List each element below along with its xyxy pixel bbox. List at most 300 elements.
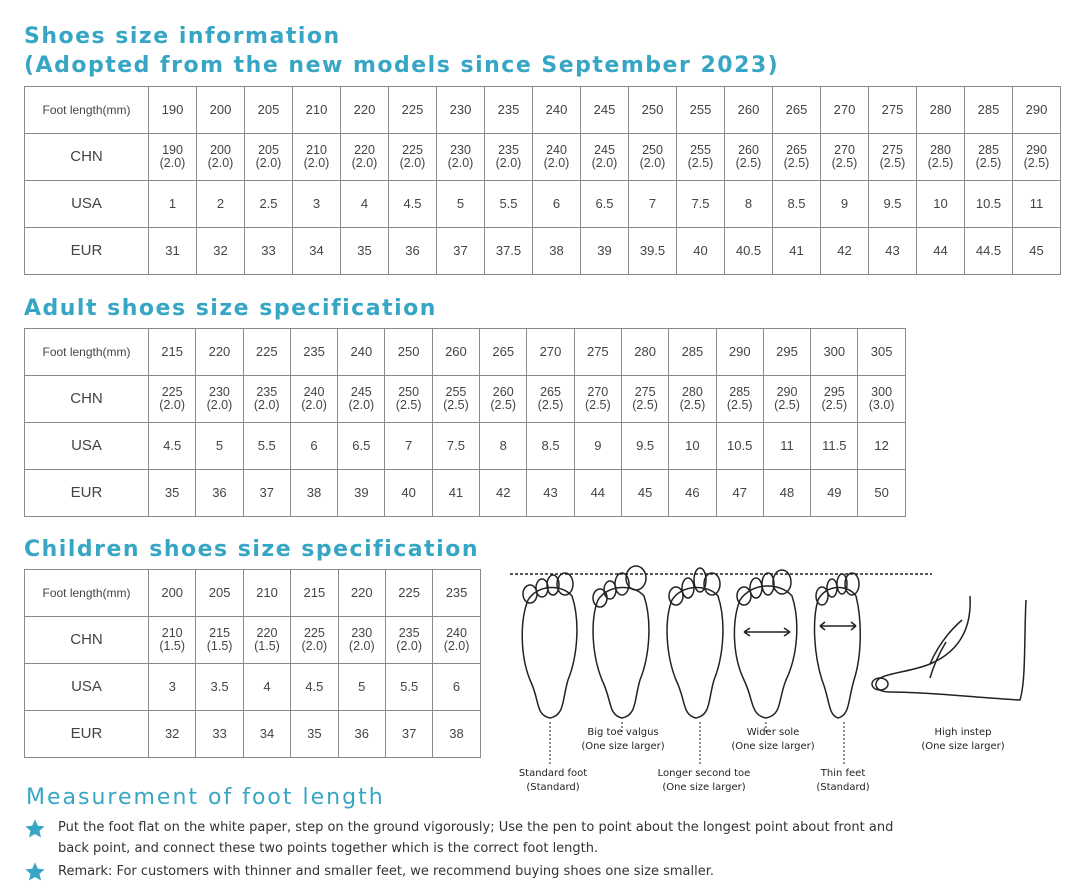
table-cell <box>338 376 385 423</box>
cell-size: 210 <box>306 143 327 157</box>
cell-allowance: (2.0) <box>639 156 666 170</box>
table-cell: 35 <box>341 228 389 275</box>
cell-size: 205 <box>258 143 279 157</box>
cell-size: 250 <box>398 385 420 399</box>
cell-size: 210 <box>161 626 183 640</box>
cell-allowance: (2.5) <box>1023 156 1050 170</box>
table-cell <box>485 134 533 181</box>
cell-size: 280 <box>930 143 951 157</box>
table-row <box>25 329 906 376</box>
table-cell: 5 <box>437 181 485 228</box>
cell-size: 290 <box>1026 143 1047 157</box>
table-cell: 50 <box>858 470 905 517</box>
caption-high-instep <box>908 726 1018 754</box>
cell-size: 230 <box>209 385 230 399</box>
cell-size: 260 <box>738 143 759 157</box>
table-cell <box>243 376 290 423</box>
table-cell: 40 <box>385 470 432 517</box>
table-cell: 200 <box>149 570 196 617</box>
table-cell <box>149 376 196 423</box>
adult-size-table <box>24 328 906 517</box>
cell-size: 200 <box>210 143 231 157</box>
cell-allowance: (2.0) <box>443 639 470 653</box>
table-cell: 38 <box>533 228 581 275</box>
measurement-title: Measurement of foot length <box>26 785 385 810</box>
table-cell: 220 <box>196 329 243 376</box>
table-cell <box>243 617 290 664</box>
table-cell <box>196 617 243 664</box>
table-cell: 41 <box>432 470 479 517</box>
cell-allowance: (2.5) <box>443 398 469 412</box>
cell-allowance: (2.5) <box>927 156 954 170</box>
table-cell: 285 <box>669 329 716 376</box>
table-cell: 240 <box>338 329 385 376</box>
cell-allowance: (1.5) <box>159 639 186 653</box>
table-cell: 2 <box>197 181 245 228</box>
table-cell <box>385 376 432 423</box>
cell-allowance: (2.0) <box>253 398 280 412</box>
table-cell: 4 <box>243 664 290 711</box>
table-cell: 280 <box>621 329 668 376</box>
cell-size: 290 <box>776 385 798 399</box>
table-cell: 240 <box>533 87 581 134</box>
cell-size: 225 <box>303 626 325 640</box>
cell-allowance: (2.5) <box>490 398 517 412</box>
table-cell: 5.5 <box>485 181 533 228</box>
table-cell <box>290 376 337 423</box>
table-row <box>25 376 906 423</box>
table-cell: 6 <box>433 664 480 711</box>
caption-standard-foot-title: Standard foot <box>518 768 588 779</box>
standard-foot-outline <box>522 573 577 718</box>
thin-feet-outline <box>815 573 861 718</box>
table-cell <box>389 134 437 181</box>
table-cell: 46 <box>669 470 716 517</box>
cell-size: 240 <box>303 385 325 399</box>
cell-allowance: (2.0) <box>159 156 186 170</box>
table-cell: 225 <box>385 570 432 617</box>
cell-allowance: (2.0) <box>255 156 282 170</box>
row-label: USA <box>25 664 149 711</box>
caption-standard-foot <box>498 767 608 795</box>
size-info-table <box>24 86 1061 275</box>
cell-allowance: (2.0) <box>447 156 474 170</box>
table-cell: 280 <box>917 87 965 134</box>
caption-wider-sole-title: Wider sole <box>746 727 800 738</box>
table-cell <box>149 134 197 181</box>
row-label: CHN <box>25 376 149 423</box>
table-cell: 42 <box>821 228 869 275</box>
table-cell: 9 <box>574 423 621 470</box>
table-cell <box>197 134 245 181</box>
table-cell: 6.5 <box>581 181 629 228</box>
size-info-title-line2: (Adopted from the new models since September 2023) <box>24 53 780 78</box>
table-cell: 235 <box>433 570 480 617</box>
table-cell: 36 <box>338 711 385 758</box>
table-cell <box>433 617 480 664</box>
cell-allowance: (2.0) <box>591 156 618 170</box>
table-cell: 205 <box>196 570 243 617</box>
table-cell: 43 <box>869 228 917 275</box>
cell-size: 235 <box>398 626 420 640</box>
table-cell: 36 <box>196 470 243 517</box>
table-cell: 7 <box>629 181 677 228</box>
table-cell <box>437 134 485 181</box>
cell-allowance: (2.5) <box>395 398 422 412</box>
table-row <box>25 617 481 664</box>
table-cell <box>480 376 527 423</box>
table-cell: 245 <box>581 87 629 134</box>
table-cell: 220 <box>341 87 389 134</box>
cell-allowance: (2.0) <box>159 398 185 412</box>
table-row <box>25 570 481 617</box>
caption-thin-feet <box>788 767 898 795</box>
table-cell: 9.5 <box>869 181 917 228</box>
table-cell: 47 <box>716 470 763 517</box>
table-cell: 10 <box>669 423 716 470</box>
caption-longer-second-toe-note: (One size larger) <box>662 782 746 793</box>
table-cell: 7.5 <box>677 181 725 228</box>
table-cell <box>149 617 196 664</box>
cell-allowance: (2.0) <box>348 398 375 412</box>
table-cell: 33 <box>245 228 293 275</box>
table-cell: 9 <box>821 181 869 228</box>
cell-allowance: (2.5) <box>584 398 611 412</box>
table-cell: 4.5 <box>149 423 196 470</box>
table-cell: 8.5 <box>527 423 574 470</box>
cell-allowance: (2.5) <box>975 156 1002 170</box>
table-cell <box>432 376 479 423</box>
cell-allowance: (2.0) <box>206 398 233 412</box>
table-cell: 6 <box>290 423 337 470</box>
table-cell: 37.5 <box>485 228 533 275</box>
cell-allowance: (2.0) <box>207 156 234 170</box>
longer-second-toe-outline <box>667 568 723 718</box>
table-cell: 3 <box>149 664 196 711</box>
cell-size: 240 <box>546 143 567 157</box>
table-row <box>25 664 481 711</box>
cell-size: 285 <box>978 143 999 157</box>
children-size-table <box>24 569 481 758</box>
table-cell: 11 <box>1013 181 1061 228</box>
cell-size: 255 <box>690 143 711 157</box>
table-cell: 41 <box>773 228 821 275</box>
table-cell: 44 <box>917 228 965 275</box>
cell-allowance: (2.5) <box>726 398 753 412</box>
caption-longer-second-toe-title: Longer second toe <box>657 768 751 779</box>
table-row <box>25 134 1061 181</box>
row-label: Foot length(mm) <box>25 329 149 376</box>
table-cell: 300 <box>811 329 858 376</box>
cell-allowance: (1.5) <box>254 639 280 653</box>
cell-allowance: (2.5) <box>783 156 810 170</box>
row-label: USA <box>25 181 149 228</box>
table-cell <box>527 376 574 423</box>
table-cell <box>574 376 621 423</box>
table-cell <box>677 134 725 181</box>
caption-big-toe-valgus <box>568 726 678 754</box>
foot-shape-diagram <box>500 560 1040 800</box>
cell-size: 240 <box>446 626 467 640</box>
table-row <box>25 181 1061 228</box>
table-cell: 3.5 <box>196 664 243 711</box>
cell-allowance: (2.0) <box>396 639 422 653</box>
table-cell <box>291 617 338 664</box>
row-label: USA <box>25 423 149 470</box>
table-cell: 275 <box>869 87 917 134</box>
table-cell: 210 <box>293 87 341 134</box>
cell-allowance: (2.0) <box>301 398 327 412</box>
table-cell: 35 <box>291 711 338 758</box>
cell-size: 270 <box>834 143 855 157</box>
table-cell: 5.5 <box>385 664 432 711</box>
table-cell: 6 <box>533 181 581 228</box>
table-cell: 5 <box>338 664 385 711</box>
measurement-remark: Remark: For customers with thinner and smaller feet, we recommend buying shoes one size smaller. <box>58 864 714 879</box>
caption-big-toe-valgus-note: (One size larger) <box>581 741 665 752</box>
cell-size: 220 <box>354 143 375 157</box>
table-cell: 34 <box>243 711 290 758</box>
table-cell <box>869 134 917 181</box>
cell-allowance: (3.0) <box>868 398 895 412</box>
table-cell: 44.5 <box>965 228 1013 275</box>
table-cell: 7 <box>385 423 432 470</box>
cell-size: 220 <box>256 626 278 640</box>
cell-allowance: (2.0) <box>399 156 426 170</box>
table-cell: 10.5 <box>965 181 1013 228</box>
cell-size: 265 <box>540 385 561 399</box>
table-cell <box>341 134 389 181</box>
adult-spec-title: Adult shoes size specification <box>24 296 437 321</box>
table-cell <box>763 376 810 423</box>
table-cell: 40.5 <box>725 228 773 275</box>
table-cell <box>293 134 341 181</box>
table-cell: 4.5 <box>389 181 437 228</box>
cell-size: 245 <box>350 385 372 399</box>
cell-size: 265 <box>786 143 807 157</box>
table-cell: 5 <box>196 423 243 470</box>
cell-size: 275 <box>634 385 656 399</box>
cell-allowance: (2.5) <box>687 156 714 170</box>
row-label: CHN <box>25 617 149 664</box>
cell-size: 225 <box>161 385 183 399</box>
table-cell: 4 <box>341 181 389 228</box>
table-cell <box>669 376 716 423</box>
table-cell: 40 <box>677 228 725 275</box>
table-cell: 200 <box>197 87 245 134</box>
table-cell: 270 <box>821 87 869 134</box>
table-cell: 235 <box>290 329 337 376</box>
cell-size: 270 <box>587 385 609 399</box>
table-cell: 37 <box>437 228 485 275</box>
table-cell <box>821 134 869 181</box>
cell-size: 245 <box>594 143 615 157</box>
table-cell: 7.5 <box>432 423 479 470</box>
table-cell: 43 <box>527 470 574 517</box>
row-label: CHN <box>25 134 149 181</box>
size-info-title-line1: Shoes size information <box>24 24 341 49</box>
table-cell <box>773 134 821 181</box>
children-spec-title: Children shoes size specification <box>24 537 479 562</box>
table-cell: 39 <box>581 228 629 275</box>
cell-allowance: (2.0) <box>351 156 378 170</box>
table-cell: 290 <box>716 329 763 376</box>
row-label: Foot length(mm) <box>25 570 149 617</box>
table-cell <box>1013 134 1061 181</box>
caption-standard-foot-note: (Standard) <box>526 782 580 793</box>
table-cell: 36 <box>389 228 437 275</box>
cell-size: 225 <box>402 143 423 157</box>
table-cell: 2.5 <box>245 181 293 228</box>
table-cell: 305 <box>858 329 905 376</box>
table-cell: 37 <box>385 711 432 758</box>
table-cell: 8 <box>725 181 773 228</box>
table-cell: 8 <box>480 423 527 470</box>
table-cell: 1 <box>149 181 197 228</box>
cell-allowance: (2.0) <box>543 156 570 170</box>
table-cell: 9.5 <box>621 423 668 470</box>
row-label: Foot length(mm) <box>25 87 149 134</box>
caption-high-instep-note: (One size larger) <box>921 741 1005 752</box>
cell-size: 275 <box>882 143 903 157</box>
table-cell: 44 <box>574 470 621 517</box>
cell-size: 190 <box>162 143 183 157</box>
star-icon <box>24 861 46 883</box>
table-cell: 33 <box>196 711 243 758</box>
table-cell: 39 <box>338 470 385 517</box>
table-row <box>25 228 1061 275</box>
cell-allowance: (2.5) <box>537 398 564 412</box>
table-cell <box>716 376 763 423</box>
table-cell: 290 <box>1013 87 1061 134</box>
size-info-title <box>24 22 779 80</box>
cell-size: 255 <box>445 385 467 399</box>
table-cell: 5.5 <box>243 423 290 470</box>
table-cell: 265 <box>773 87 821 134</box>
table-cell: 38 <box>433 711 480 758</box>
table-cell <box>858 376 905 423</box>
cell-allowance: (2.5) <box>632 398 658 412</box>
table-cell: 42 <box>480 470 527 517</box>
caption-wider-sole-note: (One size larger) <box>731 741 815 752</box>
cell-size: 230 <box>450 143 471 157</box>
cell-size: 280 <box>681 385 703 399</box>
table-cell: 275 <box>574 329 621 376</box>
cell-allowance: (2.0) <box>348 639 375 653</box>
table-row <box>25 423 906 470</box>
table-cell: 215 <box>149 329 196 376</box>
table-cell: 8.5 <box>773 181 821 228</box>
table-cell: 49 <box>811 470 858 517</box>
table-cell: 270 <box>527 329 574 376</box>
table-cell: 10 <box>917 181 965 228</box>
caption-wider-sole <box>718 726 828 754</box>
cell-size: 300 <box>871 385 893 399</box>
table-cell: 32 <box>197 228 245 275</box>
cell-allowance: (2.5) <box>831 156 858 170</box>
row-label: EUR <box>25 228 149 275</box>
table-cell: 220 <box>338 570 385 617</box>
table-cell: 38 <box>290 470 337 517</box>
cell-size: 235 <box>498 143 519 157</box>
cell-size: 250 <box>642 143 663 157</box>
table-cell: 37 <box>243 470 290 517</box>
measurement-instruction-line1: Put the foot flat on the white paper, step on the ground vigorously; Use the pen to point about the longest point about front and <box>58 820 894 835</box>
table-cell: 45 <box>1013 228 1061 275</box>
table-cell: 12 <box>858 423 905 470</box>
cell-size: 295 <box>823 385 845 399</box>
row-label: EUR <box>25 711 149 758</box>
cell-allowance: (2.5) <box>679 398 706 412</box>
caption-big-toe-valgus-title: Big toe valgus <box>587 727 659 738</box>
table-cell: 230 <box>437 87 485 134</box>
table-cell: 48 <box>763 470 810 517</box>
measurement-instruction-line2: back point, and connect these two points together which is the correct foot length. <box>58 841 599 856</box>
table-cell <box>338 617 385 664</box>
table-cell: 285 <box>965 87 1013 134</box>
table-cell: 250 <box>385 329 432 376</box>
star-icon <box>24 818 46 840</box>
table-cell <box>533 134 581 181</box>
cell-allowance: (2.0) <box>495 156 522 170</box>
table-cell: 4.5 <box>291 664 338 711</box>
wider-sole-outline <box>734 570 796 718</box>
table-cell: 39.5 <box>629 228 677 275</box>
table-cell: 235 <box>485 87 533 134</box>
table-cell: 210 <box>243 570 290 617</box>
table-cell <box>629 134 677 181</box>
table-cell: 11 <box>763 423 810 470</box>
table-cell <box>965 134 1013 181</box>
big-toe-valgus-outline <box>593 566 649 718</box>
cell-size: 235 <box>256 385 278 399</box>
table-cell: 260 <box>432 329 479 376</box>
table-cell <box>196 376 243 423</box>
table-cell: 31 <box>149 228 197 275</box>
caption-high-instep-title: High instep <box>934 727 992 738</box>
table-cell: 215 <box>291 570 338 617</box>
cell-allowance: (2.5) <box>735 156 762 170</box>
table-row <box>25 87 1061 134</box>
caption-thin-feet-note: (Standard) <box>816 782 870 793</box>
table-cell <box>725 134 773 181</box>
caption-longer-second-toe <box>644 767 764 795</box>
table-cell: 45 <box>621 470 668 517</box>
cell-allowance: (2.5) <box>879 156 906 170</box>
table-cell: 32 <box>149 711 196 758</box>
cell-allowance: (2.5) <box>774 398 800 412</box>
cell-size: 215 <box>209 626 231 640</box>
table-cell: 225 <box>243 329 290 376</box>
cell-size: 285 <box>729 385 751 399</box>
table-cell: 225 <box>389 87 437 134</box>
table-cell: 11.5 <box>811 423 858 470</box>
table-cell: 205 <box>245 87 293 134</box>
table-cell: 35 <box>149 470 196 517</box>
cell-allowance: (2.5) <box>821 398 848 412</box>
table-cell: 265 <box>480 329 527 376</box>
table-cell <box>245 134 293 181</box>
cell-allowance: (2.0) <box>301 639 328 653</box>
table-row <box>25 470 906 517</box>
table-cell: 6.5 <box>338 423 385 470</box>
table-cell: 250 <box>629 87 677 134</box>
measurement-instruction <box>58 817 893 859</box>
table-row <box>25 711 481 758</box>
table-cell: 10.5 <box>716 423 763 470</box>
cell-size: 230 <box>351 626 373 640</box>
row-label: EUR <box>25 470 149 517</box>
